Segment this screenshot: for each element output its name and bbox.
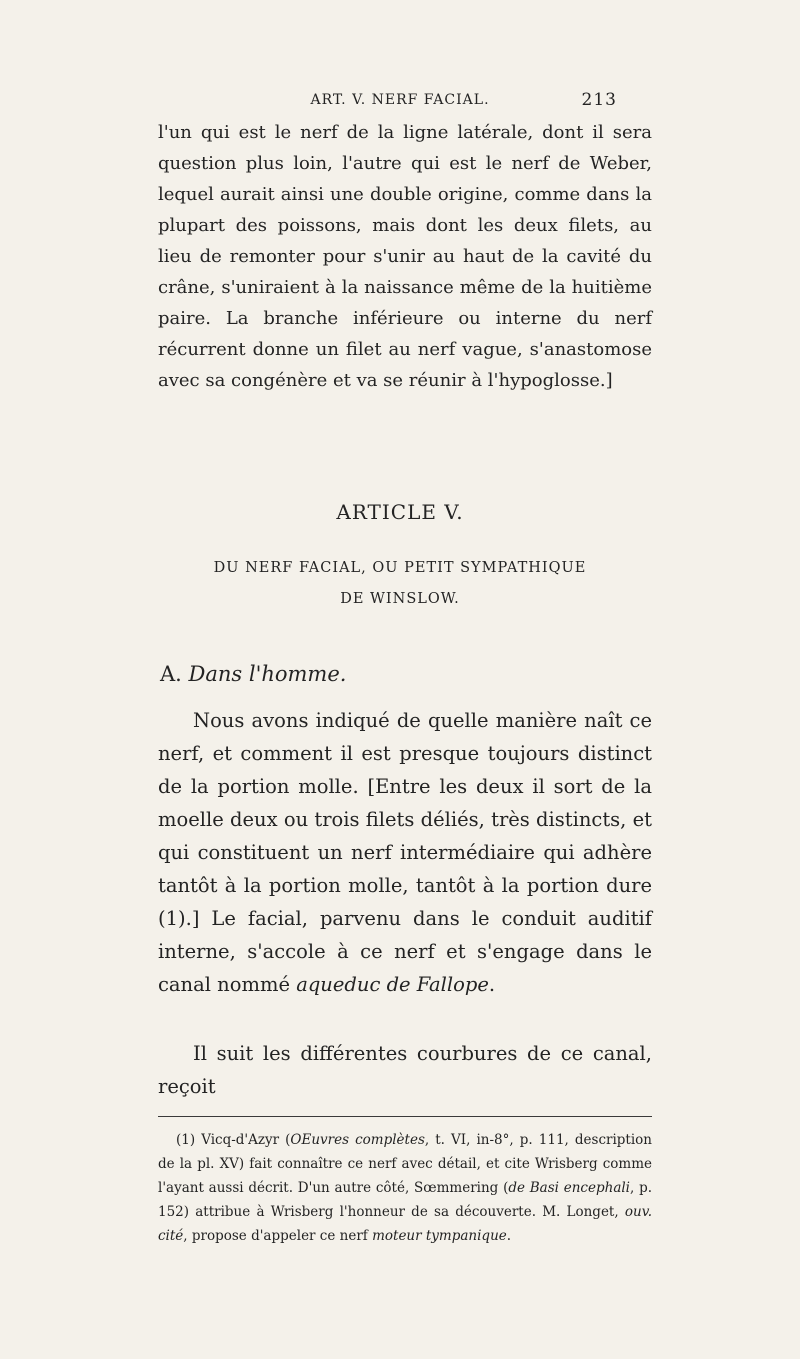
paragraph-continued: l'un qui est le nerf de la ligne latérale, dont il sera question plus loin, l'autre qui est le nerf de Weber, lequel aurait ainsi une double origine, comme dans la plupart des poissons, mais dont les deux filets, au lieu de remonter pour s'unir au haut de la cavité du crâne, s'uniraient à la naissance même de la huitième paire. La branche inférieure ou interne du nerf récurrent donne un filet au nerf vague, s'anastomose avec sa congénère et va se réunir à l'hypoglosse.] [158, 122, 652, 391]
italic-term: aqueduc de Fallope [296, 973, 489, 996]
paragraph-intro-text: Nous avons indiqué de quelle manière naît ce nerf, et comment il est presque toujours distinct de la portion molle. [Entre les deux il sort de la moelle deux ou trois filets déliés, très distincts, et qui constituent un nerf intermédiaire qui adhère tantôt à la portion molle, tantôt à la portion dure (1).] Le facial, parvenu dans le conduit auditif interne, s'accole à ce nerf et s'engage dans le canal nommé [158, 709, 652, 996]
running-title: ART. V. NERF FACIAL. [310, 92, 490, 108]
footnote-text-3: , p. 152) attribue à Wrisberg l'honneur de sa découverte. M. Longet, [158, 1180, 653, 1220]
footnote-italic-2: de Basi encephali [508, 1180, 631, 1196]
footnote-text-4: , propose d'appeler ce nerf [183, 1228, 368, 1244]
page-header [0, 92, 800, 116]
subsection-title: Dans l'homme. [188, 662, 347, 686]
paragraph-next: Il suit les différentes courbures de ce canal, reçoit [158, 1042, 652, 1098]
section-title-line-2: DE WINSLOW. [340, 591, 460, 607]
footnote-divider [158, 1116, 652, 1117]
footnote [158, 1128, 652, 1248]
article-title: ARTICLE V. [336, 500, 464, 524]
footnote-text-1: (1) Vicq-d'Azyr ( [176, 1132, 291, 1148]
footnote-italic-3: ouv. cité [158, 1204, 653, 1244]
page-number: 213 [581, 90, 617, 110]
subsection-heading [160, 662, 346, 686]
footnote-italic-4: moteur tympanique [372, 1228, 507, 1244]
section-title-line-1: DU NERF FACIAL, OU PETIT SYMPATHIQUE [213, 560, 587, 576]
paragraph-intro-end: . [488, 973, 496, 996]
subsection-letter: A. [160, 662, 182, 686]
footnote-text-2: , t. VI, in-8°, p. 111, description de la pl. XV) fait connaître ce nerf avec détail, et cite Wrisberg comme l'ayant aussi décrit. D'un autre côté, Sœmmering ( [158, 1132, 652, 1196]
section-title [0, 553, 800, 615]
footnote-text-5: . [506, 1228, 512, 1244]
footnote-italic-1: OEuvres complètes [290, 1132, 425, 1148]
paragraph-intro [158, 704, 652, 1001]
